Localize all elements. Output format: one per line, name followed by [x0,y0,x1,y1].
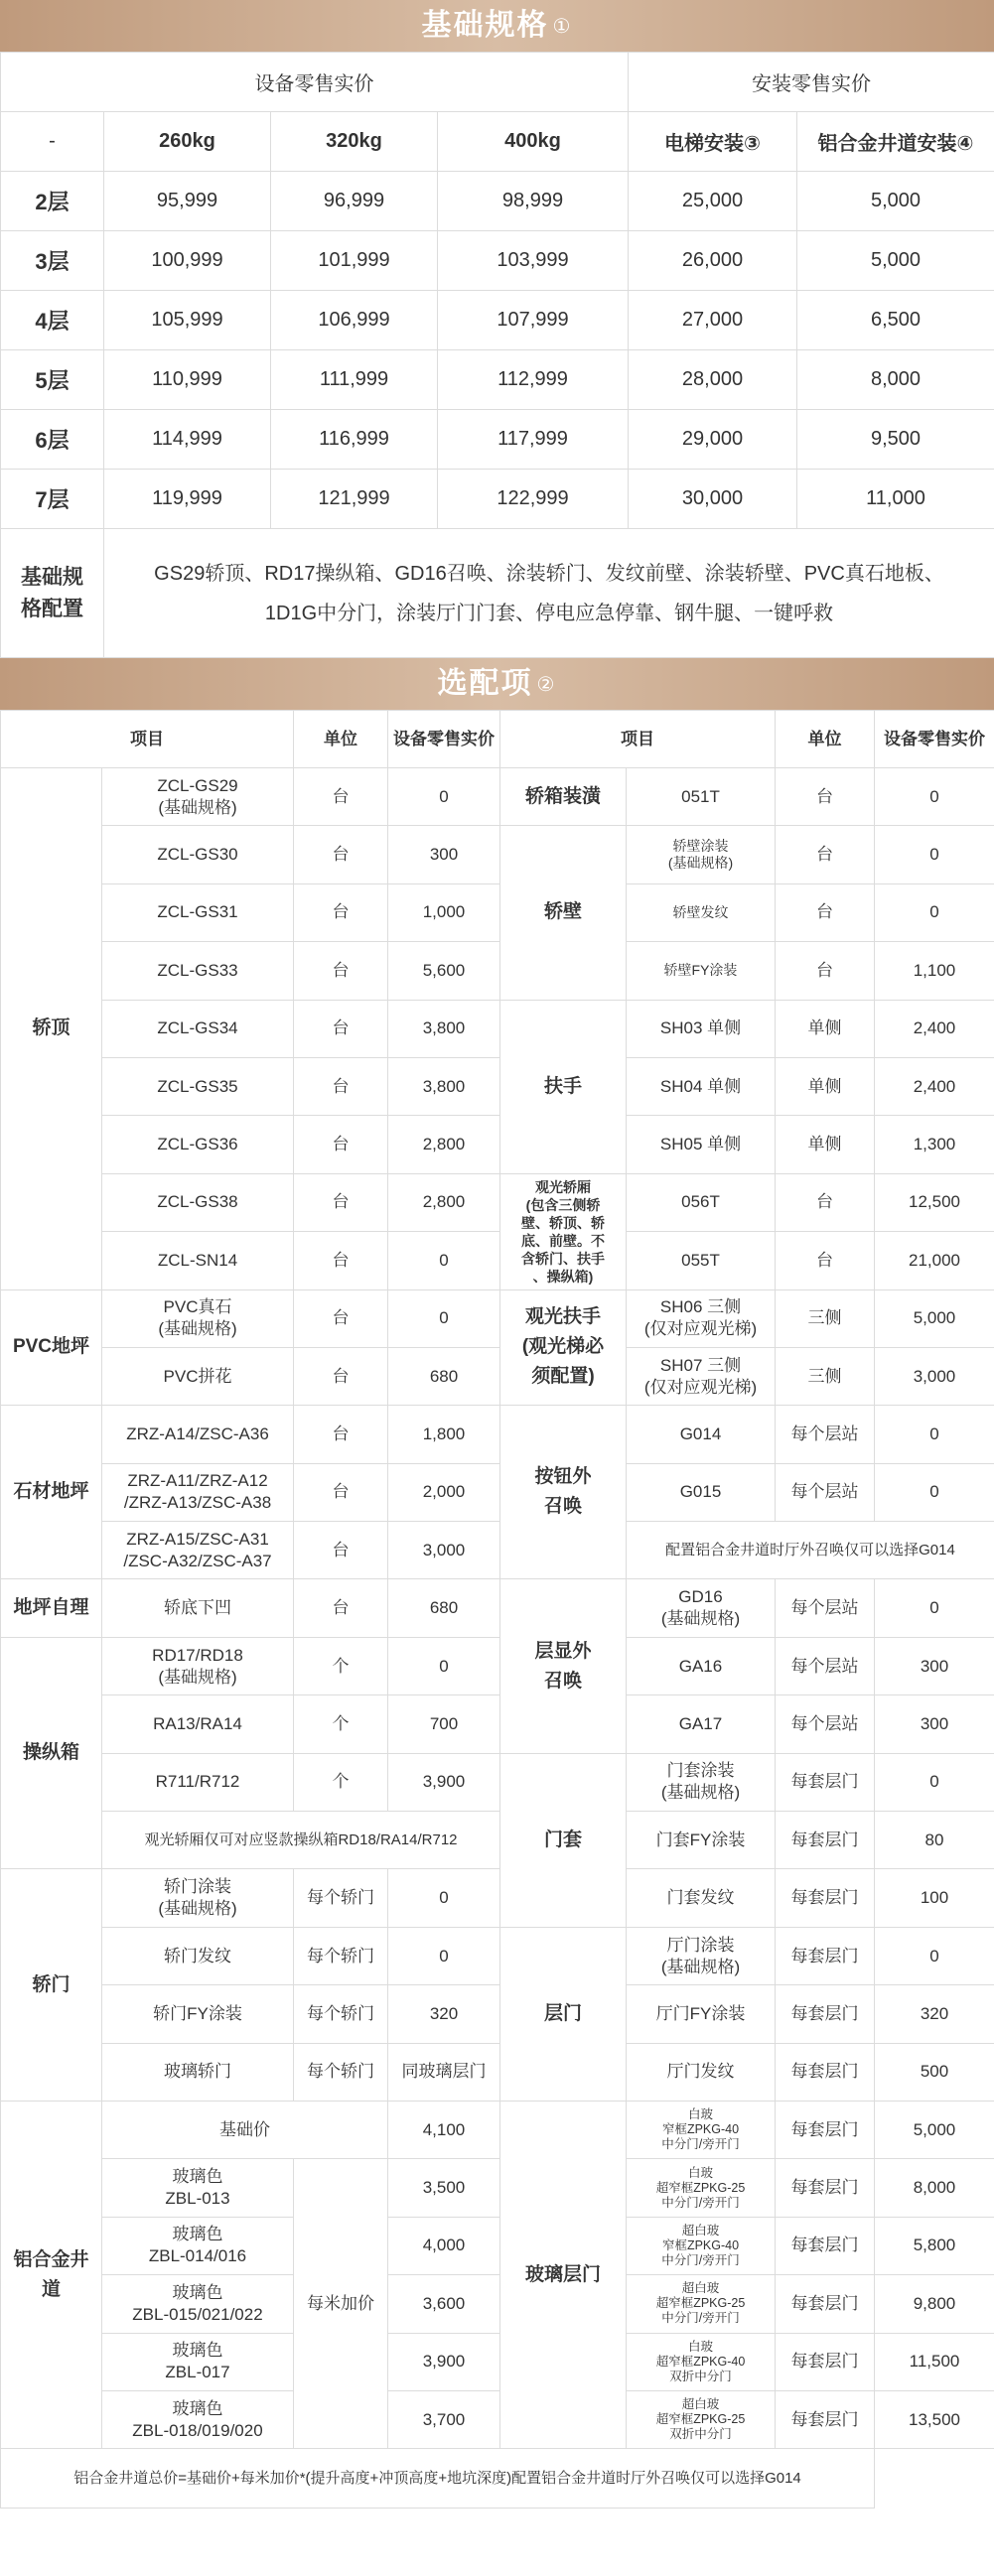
option-unit: 台 [294,1289,388,1347]
table-row [1,172,994,231]
price-cell: 106,999 [271,291,438,350]
option-unit: 台 [776,883,875,941]
option-price: 100 [875,1869,994,1927]
option-unit: 每套层门 [776,2390,875,2448]
floor-label: 5层 [1,350,104,410]
option-unit: 单侧 [776,1057,875,1115]
option-name: SH03 单侧 [627,1000,776,1057]
option-unit: 台 [776,1173,875,1231]
col-header-dash: - [1,112,104,172]
option-price: 3,500 [388,2159,500,2217]
option-price: 700 [388,1695,500,1753]
price-cell: 8,000 [797,350,994,410]
col-header-item-right: 项目 [500,711,776,768]
price-cell: 110,999 [104,350,271,410]
table-row [1,1927,994,1984]
option-name: 051T [627,768,776,826]
option-name: 白玻 超窄框ZPKG-40 双折中分门 [627,2333,776,2390]
col-header-alu-shaft-install: 铝合金井道安装④ [797,112,994,172]
option-unit: 每套层门 [776,2275,875,2333]
table-row [1,1057,994,1115]
option-name: 厅门涂装 (基础规格) [627,1927,776,1984]
options-mark: ② [536,674,557,696]
table-row [1,2159,994,2217]
basic-config-text [104,529,994,658]
basic-spec-banner [0,0,994,52]
alu-shaft-note: 铝合金井道总价=基础价+每米加价*(提升高度+冲顶高度+地坑深度)配置铝合金井道时厅外召唤仅可以选择G014 [1,2449,875,2508]
option-price: 12,500 [875,1173,994,1231]
option-name: ZCL-GS36 [102,1116,294,1173]
option-name: RA13/RA14 [102,1695,294,1753]
option-name: 超白玻 超窄框ZPKG-25 中分门/旁开门 [627,2275,776,2333]
section-label-cartop: 轿顶 [1,768,102,1290]
option-unit: 台 [294,1463,388,1521]
section-label-door-frame: 门套 [500,1753,627,1927]
table-row [1,350,994,410]
section-label-pvc-floor: PVC地坪 [1,1289,102,1406]
floor-label: 7层 [1,470,104,529]
table-row [1,2101,994,2158]
option-unit: 台 [776,942,875,1000]
basic-config-line-1: GS29轿顶、RD17操纵箱、GD16召唤、涂装轿门、发纹前壁、涂装轿壁、PVC真石地板、 [154,562,944,585]
option-price: 0 [875,826,994,883]
option-unit: 台 [294,826,388,883]
table-row [1,2275,994,2333]
option-price: 500 [875,2043,994,2101]
option-price: 1,300 [875,1116,994,1173]
basic-spec-title: 基础规格 [421,9,549,42]
section-label-self-floor: 地坪自理 [1,1579,102,1637]
section-label-car-door: 轿门 [1,1869,102,2101]
options-table [0,710,994,2508]
option-unit: 每个层站 [776,1406,875,1463]
option-name: 白玻 超窄框ZPKG-25 中分门/旁开门 [627,2159,776,2217]
option-unit: 每个层站 [776,1637,875,1695]
price-cell: 30,000 [629,470,797,529]
option-price: 3,900 [388,2333,500,2390]
price-cell: 122,999 [438,470,629,529]
option-price: 3,800 [388,1000,500,1057]
option-price: 320 [875,1985,994,2043]
section-label-cop: 操纵箱 [1,1637,102,1869]
floor-label: 6层 [1,410,104,470]
price-cell: 25,000 [629,172,797,231]
table-row [1,1985,994,2043]
alu-base-label: 基础价 [102,2101,388,2158]
option-unit: 每个层站 [776,1695,875,1753]
table-row [1,1753,994,1811]
table-row [1,1579,994,1637]
option-name: 055T [627,1232,776,1289]
option-name: 厅门FY涂装 [627,1985,776,2043]
floor-label: 4层 [1,291,104,350]
col-header-item: 项目 [1,711,294,768]
option-price: 300 [875,1637,994,1695]
price-cell: 9,500 [797,410,994,470]
table-row [1,1347,994,1405]
option-name: 厅门发纹 [627,2043,776,2101]
option-name: 门套发纹 [627,1869,776,1927]
section-label-sightseeing-handrail: 观光扶手 (观光梯必 须配置) [500,1289,627,1406]
table-row [1,768,994,826]
basic-spec-mark: ① [552,16,573,38]
col-header-elevator-install: 电梯安装③ [629,112,797,172]
option-price: 300 [875,1695,994,1753]
option-unit: 每个层站 [776,1463,875,1521]
option-unit: 台 [776,768,875,826]
basic-spec-table [0,52,994,658]
basic-config-label: 基础规格配置 [1,529,104,658]
option-unit: 每个轿门 [294,1985,388,2043]
option-unit: 每套层门 [776,1869,875,1927]
table-row [1,231,994,291]
alu-base-price: 4,100 [388,2101,500,2158]
option-price: 3,000 [875,1347,994,1405]
price-cell: 116,999 [271,410,438,470]
option-price: 2,000 [388,1463,500,1521]
price-cell: 96,999 [271,172,438,231]
table-row [1,1289,994,1347]
option-price: 4,000 [388,2217,500,2274]
option-unit: 台 [294,1347,388,1405]
option-price: 0 [388,1289,500,1347]
option-price: 0 [388,1869,500,1927]
option-unit: 每套层门 [776,1985,875,2043]
option-name: 玻璃轿门 [102,2043,294,2101]
price-cell: 5,000 [797,172,994,231]
option-name: 玻璃色 ZBL-015/021/022 [102,2275,294,2333]
option-unit: 每套层门 [776,2159,875,2217]
option-name: RD17/RD18 (基础规格) [102,1637,294,1695]
option-price: 80 [875,1812,994,1869]
option-unit: 每套层门 [776,2333,875,2390]
option-unit: 台 [294,768,388,826]
options-banner [0,658,994,710]
price-cell: 6,500 [797,291,994,350]
option-name: SH05 单侧 [627,1116,776,1173]
option-name: ZCL-GS31 [102,883,294,941]
option-unit: 三侧 [776,1347,875,1405]
option-price: 2,400 [875,1057,994,1115]
section-label-stone-floor: 石材地坪 [1,1406,102,1579]
option-unit: 台 [294,1057,388,1115]
option-unit: 台 [294,883,388,941]
table-row [1,1232,994,1289]
option-name: 轿壁涂装 (基础规格) [627,826,776,883]
option-name: PVC拼花 [102,1347,294,1405]
table-row [1,2390,994,2448]
option-unit: 单侧 [776,1000,875,1057]
option-name: 门套涂装 (基础规格) [627,1753,776,1811]
option-unit: 个 [294,1695,388,1753]
option-name: GA16 [627,1637,776,1695]
option-name: 056T [627,1173,776,1231]
option-price: 8,000 [875,2159,994,2217]
option-price: 3,900 [388,1753,500,1811]
option-name: ZCL-GS29 (基础规格) [102,768,294,826]
option-unit: 台 [294,1173,388,1231]
option-unit: 台 [294,1522,388,1579]
option-unit: 三侧 [776,1289,875,1347]
table-row [1,1695,994,1753]
option-name: SH07 三侧 (仅对应观光梯) [627,1347,776,1405]
option-price: 320 [388,1985,500,2043]
option-unit: 个 [294,1753,388,1811]
option-unit: 台 [294,942,388,1000]
col-header-320kg: 320kg [271,112,438,172]
option-price: 1,100 [875,942,994,1000]
col-header-unit: 单位 [294,711,388,768]
col-header-unit-right: 单位 [776,711,875,768]
price-cell: 27,000 [629,291,797,350]
option-unit: 每套层门 [776,2217,875,2274]
option-name: 轿门发纹 [102,1927,294,1984]
option-name: G015 [627,1463,776,1521]
options-header-row [1,711,994,768]
option-unit: 每套层门 [776,1927,875,1984]
price-cell: 117,999 [438,410,629,470]
table-row [1,1463,994,1521]
option-price: 2,400 [875,1000,994,1057]
table-row [1,1116,994,1173]
option-unit: 台 [294,1579,388,1637]
price-cell: 107,999 [438,291,629,350]
table-row [1,410,994,470]
section-label-car-wall: 轿壁 [500,826,627,1000]
section-label-sightseeing-car: 观光轿厢 (包含三侧轿 壁、轿顶、轿 底、前壁。不 含轿门、扶手 、操纵箱) [500,1173,627,1289]
option-name: R711/R712 [102,1753,294,1811]
table-row [1,1173,994,1231]
price-cell: 105,999 [104,291,271,350]
option-unit: 每个轿门 [294,1927,388,1984]
option-price: 3,600 [388,2275,500,2333]
table-row [1,826,994,883]
table-row [1,942,994,1000]
price-cell: 100,999 [104,231,271,291]
section-label-landing-door: 层门 [500,1927,627,2101]
option-unit: 台 [776,1232,875,1289]
option-price: 3,700 [388,2390,500,2448]
option-price: 13,500 [875,2390,994,2448]
option-price: 同玻璃层门 [388,2043,500,2101]
option-price: 0 [875,1579,994,1637]
option-name: 白玻 窄框ZPKG-40 中分门/旁开门 [627,2101,776,2158]
option-name: 玻璃色 ZBL-014/016 [102,2217,294,2274]
table-row [1,883,994,941]
table-row [1,291,994,350]
option-price: 0 [875,1927,994,1984]
floor-label: 3层 [1,231,104,291]
option-name: 轿门涂装 (基础规格) [102,1869,294,1927]
option-unit: 台 [776,826,875,883]
option-name: G014 [627,1406,776,1463]
price-cell: 5,000 [797,231,994,291]
option-unit: 单侧 [776,1116,875,1173]
section-label-display-call: 层显外 召唤 [500,1579,627,1753]
price-cell: 119,999 [104,470,271,529]
option-price: 21,000 [875,1232,994,1289]
option-name: 轿底下凹 [102,1579,294,1637]
price-cell: 101,999 [271,231,438,291]
option-unit: 台 [294,1406,388,1463]
option-unit: 台 [294,1000,388,1057]
option-name: 玻璃色 ZBL-017 [102,2333,294,2390]
cop-note: 观光轿厢仅可对应竖款操纵箱RD18/RA14/R712 [102,1812,500,1869]
section-label-glass-landing-door: 玻璃层门 [500,2101,627,2448]
section-label-call-button: 按钮外 召唤 [500,1406,627,1579]
option-price: 1,800 [388,1406,500,1463]
option-name: PVC真石 (基础规格) [102,1289,294,1347]
option-price: 3,000 [388,1522,500,1579]
option-price: 300 [388,826,500,883]
option-price: 680 [388,1579,500,1637]
option-unit: 每套层门 [776,1812,875,1869]
price-cell: 103,999 [438,231,629,291]
option-price: 5,000 [875,2101,994,2158]
table-row [1,2449,994,2508]
table-row [1,470,994,529]
option-unit: 每个轿门 [294,1869,388,1927]
basic-config-line-2: 1D1G中分门，涂装厅门门套、停电应急停靠、钢牛腿、一键呼救 [264,602,834,624]
option-name: 轿门FY涂装 [102,1985,294,2043]
option-name: ZRZ-A15/ZSC-A31 /ZSC-A32/ZSC-A37 [102,1522,294,1579]
option-price: 0 [388,1927,500,1984]
col-header-400kg: 400kg [438,112,629,172]
table-row [1,1522,994,1579]
table-row [1,2333,994,2390]
option-name: 轿壁FY涂装 [627,942,776,1000]
option-price: 1,000 [388,883,500,941]
option-price: 9,800 [875,2275,994,2333]
price-cell: 98,999 [438,172,629,231]
table-row [1,1406,994,1463]
option-name: SH06 三侧 (仅对应观光梯) [627,1289,776,1347]
section-label-handrail: 扶手 [500,1000,627,1173]
option-unit: 每个轿门 [294,2043,388,2101]
option-price: 0 [388,768,500,826]
option-price: 0 [875,1463,994,1521]
option-name: ZRZ-A11/ZRZ-A12 /ZRZ-A13/ZSC-A38 [102,1463,294,1521]
option-price: 3,800 [388,1057,500,1115]
option-unit: 每套层门 [776,1753,875,1811]
option-name: 超白玻 窄框ZPKG-40 中分门/旁开门 [627,2217,776,2274]
price-cell: 28,000 [629,350,797,410]
option-name: ZCL-GS34 [102,1000,294,1057]
price-cell: 29,000 [629,410,797,470]
option-name: GA17 [627,1695,776,1753]
option-price: 5,800 [875,2217,994,2274]
price-cell: 11,000 [797,470,994,529]
option-price: 5,600 [388,942,500,1000]
option-name: 超白玻 超窄框ZPKG-25 双折中分门 [627,2390,776,2448]
price-cell: 112,999 [438,350,629,410]
options-title: 选配项 [437,667,533,700]
option-price: 680 [388,1347,500,1405]
option-unit: 台 [294,1232,388,1289]
table-row [1,2043,994,2101]
option-name: 门套FY涂装 [627,1812,776,1869]
price-cell: 111,999 [271,350,438,410]
option-price: 2,800 [388,1116,500,1173]
floor-label: 2层 [1,172,104,231]
option-unit: 个 [294,1637,388,1695]
option-price: 0 [875,883,994,941]
option-price: 2,800 [388,1173,500,1231]
option-unit: 每套层门 [776,2043,875,2101]
table-row [1,2217,994,2274]
option-unit: 每套层门 [776,2101,875,2158]
col-header-price: 设备零售实价 [388,711,500,768]
option-name: SH04 单侧 [627,1057,776,1115]
option-price: 5,000 [875,1289,994,1347]
install-price-header: 安装零售实价 [629,53,994,112]
col-header-price-right: 设备零售实价 [875,711,994,768]
call-button-note: 配置铝合金井道时厅外召唤仅可以选择G014 [627,1522,994,1579]
option-price: 11,500 [875,2333,994,2390]
option-name: ZCL-GS33 [102,942,294,1000]
alu-unit: 每米加价 [294,2159,388,2449]
option-name: 玻璃色 ZBL-013 [102,2159,294,2217]
option-unit: 每个层站 [776,1579,875,1637]
option-name: GD16 (基础规格) [627,1579,776,1637]
option-price: 0 [875,1753,994,1811]
option-price: 0 [875,768,994,826]
option-unit: 台 [294,1116,388,1173]
price-cell: 121,999 [271,470,438,529]
table-row [1,1869,994,1927]
option-name: ZRZ-A14/ZSC-A36 [102,1406,294,1463]
table-row [1,1637,994,1695]
price-cell: 26,000 [629,231,797,291]
section-label-alu-shaft: 铝合金井道 [1,2101,102,2448]
option-price: 0 [388,1232,500,1289]
option-name: ZCL-GS35 [102,1057,294,1115]
table-row [1,1000,994,1057]
option-name: ZCL-GS38 [102,1173,294,1231]
section-label-car-decoration: 轿箱装潢 [500,768,627,826]
table-row [1,1812,994,1869]
option-name: ZCL-SN14 [102,1232,294,1289]
option-name: ZCL-GS30 [102,826,294,883]
equipment-price-header: 设备零售实价 [1,53,629,112]
option-name: 玻璃色 ZBL-018/019/020 [102,2390,294,2448]
option-price: 0 [388,1637,500,1695]
price-cell: 114,999 [104,410,271,470]
col-header-260kg: 260kg [104,112,271,172]
price-cell: 95,999 [104,172,271,231]
option-name: 轿壁发纹 [627,883,776,941]
option-price: 0 [875,1406,994,1463]
